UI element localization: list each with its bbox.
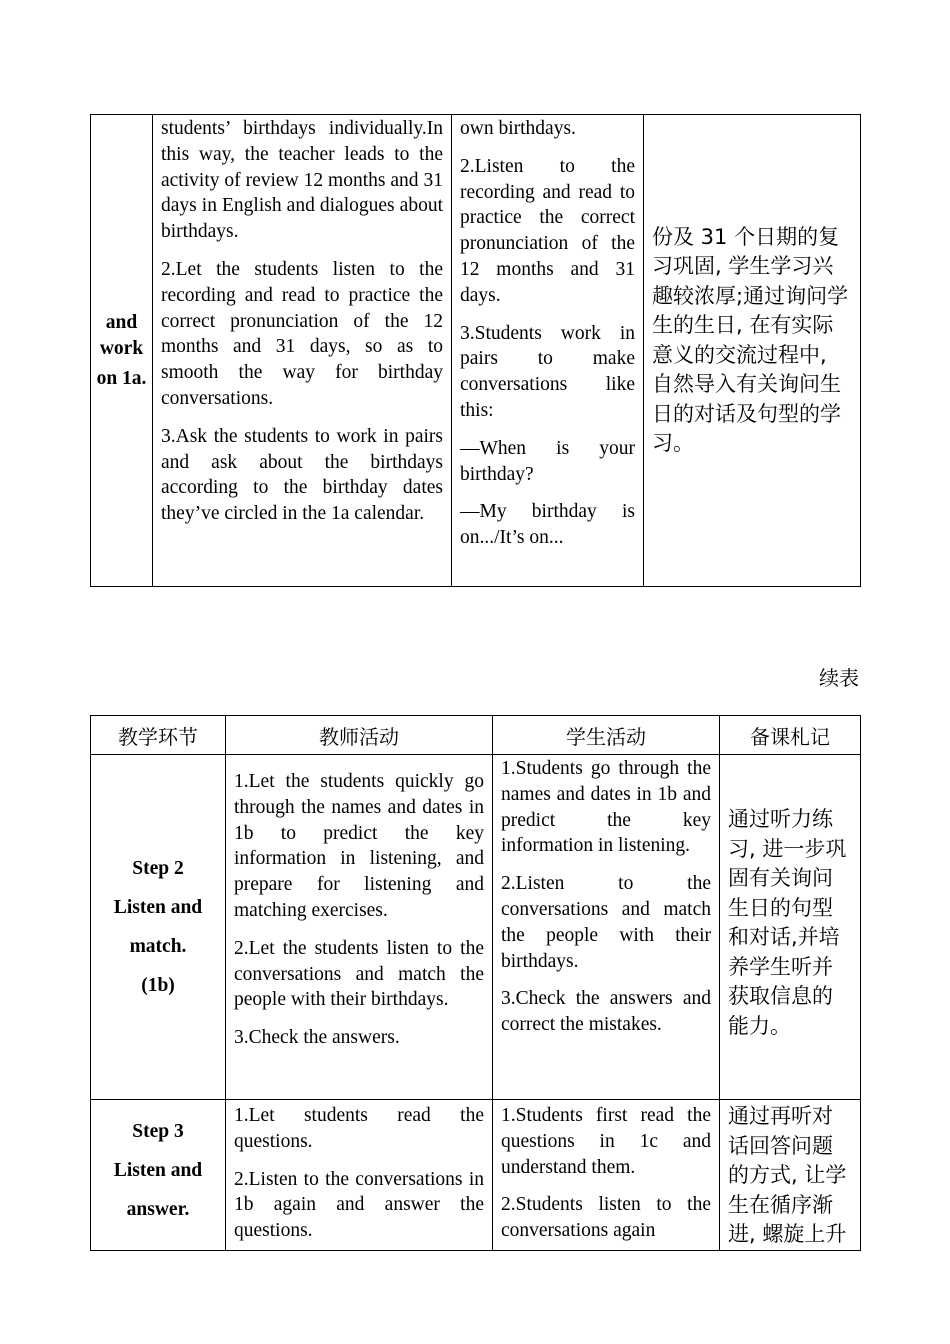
lesson-table-part1: [90, 114, 861, 587]
teacher-activity-item: 2.Listen to the conversations in 1b again and answer the questions.: [234, 1168, 484, 1242]
student-activity-item: 2.Students listen to the conversations again: [501, 1194, 711, 1242]
notes-text: 通过听力练习, 进一步巩固有关询问生日的句型和对话,并培养学生听并获取信息的能力。: [728, 807, 847, 1038]
student-activity-item: 2.Listen to the conversations and match the people with their birthdays.: [501, 873, 711, 972]
step-cell: [91, 1100, 226, 1251]
notes-cell: [644, 115, 861, 587]
teacher-activity-item: 1.Let the students quickly go through the names and dates in 1b to predict the key information in listening, and prepare for listening and matching exercises.: [234, 771, 484, 921]
step-line: and: [105, 311, 138, 333]
teacher-activity-item: 2.Let the students listen to the conversations and match the people with their birthdays.: [234, 937, 484, 1011]
step-line: answer.: [126, 1199, 190, 1220]
step-line: match.: [129, 936, 187, 957]
header-step: 教学环节: [91, 716, 226, 755]
student-activity-item: 1.Students first read the questions in 1c and understand them.: [501, 1105, 711, 1178]
teacher-activity-item: 3.Check the answers.: [234, 1027, 400, 1049]
teacher-activity-item: 2.Let the students listen to the recording and read to practice the correct pronunciation of the 12 months and 31 days, so as to smooth the way for birthday conversations.: [161, 258, 443, 409]
student-activity-cell: [452, 115, 644, 587]
teacher-activity-cell: [153, 115, 452, 587]
student-activity-item: own birthdays.: [460, 118, 576, 139]
step-line: work: [99, 337, 144, 359]
student-activity-item: 1.Students go through the names and dates in 1b and predict the key information in listening.: [501, 758, 711, 857]
student-activity-cell: [493, 1100, 720, 1251]
teacher-activity-cell: [226, 1100, 493, 1251]
teacher-activity-cell: [226, 755, 493, 1100]
notes-cell: [720, 1100, 861, 1251]
step-line: Step 2: [132, 858, 184, 879]
step-line: Step 3: [132, 1121, 184, 1142]
step-line: Listen and: [113, 897, 203, 918]
student-activity-item: 3.Check the answers and correct the mistakes.: [501, 988, 711, 1036]
student-activity-item: —When is your birthday?: [460, 437, 635, 485]
student-activity-item: —My birthday is on.../It’s on...: [460, 501, 635, 549]
teacher-activity-item: 3.Ask the students to work in pairs and ask about the birthdays according to the birthday dates they’ve circled in the 1a calendar.: [161, 425, 443, 525]
step-line: (1b): [141, 975, 175, 996]
step-cell: [91, 115, 153, 587]
notes-text: 份及 31 个日期的复习巩固, 学生学习兴趣较浓厚;通过询问学生的生日, 在有实际意义的交流过程中, 自然导入有关询问生日的对话及句型的学习。: [652, 224, 849, 455]
teacher-activity-item: students’ birthdays individually.In this way, the teacher leads to the activity of review 12 months and 31 days in English and dialogues about birthdays.: [161, 118, 443, 243]
student-activity-item: 3.Students work in pairs to make conversations like this:: [460, 322, 635, 421]
header-teacher: 教师活动: [226, 716, 493, 755]
student-activity-cell: [493, 755, 720, 1100]
step-cell: [91, 755, 226, 1100]
step-line: Listen and: [113, 1160, 203, 1181]
step-line: on 1a.: [96, 367, 147, 389]
teacher-activity-item: 1.Let students read the questions.: [234, 1105, 484, 1152]
header-notes: 备课札记: [720, 716, 861, 755]
header-student: 学生活动: [493, 716, 720, 755]
lesson-table-part2: [90, 715, 861, 1251]
student-activity-item: 2.Listen to the recording and read to practice the correct pronunciation of the 12 months and 31 days.: [460, 155, 635, 306]
notes-text: 通过再听对话回答问题的方式, 让学生在循序渐进, 螺旋上升: [728, 1104, 847, 1246]
notes-cell: [720, 755, 861, 1100]
continued-label: 续表: [819, 666, 859, 690]
